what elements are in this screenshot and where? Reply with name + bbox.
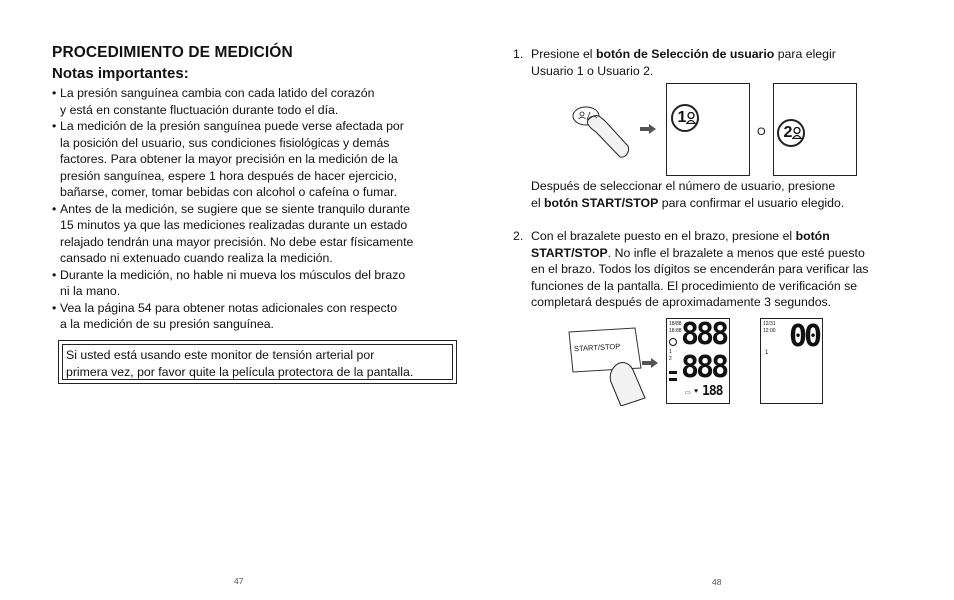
start-stop-label: START/STOP <box>573 341 621 354</box>
list-item <box>52 267 452 300</box>
user1-readout: 1 <box>669 349 672 355</box>
step-number: 1. <box>513 47 524 61</box>
finger-icon <box>610 363 645 406</box>
indicator-bar <box>669 371 677 374</box>
bullet-line: la posición del usuario, sus condiciones fisiológicas y demás <box>60 135 390 150</box>
step-line: en el brazo. Todos los dígitos se encenderán para verificar las <box>531 262 869 276</box>
section-subtitle: Notas importantes: <box>52 65 189 82</box>
bullet-line: factores. Para obtener la mayor precisión en la medición de la <box>60 152 398 166</box>
heart-icon: ♥ <box>694 388 699 395</box>
user-readout: 1 <box>765 350 769 356</box>
person-icon <box>792 127 802 139</box>
section-title: PROCEDIMIENTO DE MEDICIÓN <box>52 44 293 61</box>
date-readout: 18/88 <box>669 321 682 327</box>
step-line: completará después de aproximadamente 3 segundos. <box>531 295 832 309</box>
notice-inner-box <box>62 344 453 380</box>
systolic-digits: 888 <box>681 317 727 352</box>
list-item <box>52 201 452 267</box>
bold-term: botón de Selección de usuario <box>595 47 775 61</box>
step-line: Después de seleccionar el número de usuario, presione <box>531 179 836 193</box>
page-number-left: 47 <box>234 576 244 586</box>
start-stop-illustration <box>565 326 647 406</box>
pulse-digits: 188 <box>702 384 723 399</box>
indicator-bar <box>669 378 677 381</box>
list-item <box>52 118 452 201</box>
date-readout: 12/31 <box>763 321 776 327</box>
irregular-heartbeat-icon <box>669 338 677 346</box>
list-item <box>52 300 452 333</box>
lcd-user2-display <box>773 83 857 176</box>
arrow-right-icon <box>642 358 658 368</box>
bullet-line: • Antes de la medición, se sugiere que se siente tranquilo durante <box>60 201 410 216</box>
finger-icon <box>587 116 628 158</box>
bullet-line: bañarse, comer, tomar bebidas con alcohol o cafeína o fumar. <box>60 185 397 199</box>
notice-line: primera vez, por favor quite la película protectora de la pantalla. <box>66 364 414 379</box>
step-line: el botón START/STOP para confirmar el usuario elegido. <box>531 195 845 210</box>
bold-term: START/STOP <box>531 245 608 260</box>
bullet-line: • La presión sanguínea cambia con cada latido del corazón <box>60 86 375 100</box>
step-1 <box>513 46 913 79</box>
bullet-line: 15 minutos ya que las mediciones realizadas durante un estado <box>60 218 408 232</box>
bold-term: botón START/STOP <box>544 195 659 210</box>
bullet-line: relajado tendrán una mayor precisión. No debe estar físicamente <box>60 234 414 249</box>
user2-indicator <box>777 119 805 147</box>
bullet-line: • La medición de la presión sanguínea puede verse afectada por <box>60 119 404 133</box>
bullet-line: • Vea la página 54 para obtener notas adicionales con respecto <box>60 300 398 315</box>
arrow-right-icon <box>640 124 656 134</box>
notice-line: Si usted está usando este monitor de tensión arterial por <box>66 348 375 362</box>
lcd-full-display <box>666 318 730 404</box>
time-readout: 18:88 <box>669 328 682 334</box>
person-icon <box>686 112 696 124</box>
lcd-user1-display <box>666 83 750 176</box>
bullet-line: presión sanguínea, espere 1 hora después de hacer ejercicio, <box>60 168 398 183</box>
step-line: Usuario 1 o Usuario 2. <box>531 63 654 78</box>
step-line: funciones de la pantalla. El procedimiento de verificación se <box>531 278 858 293</box>
bullet-line: cansado ni extenuado cuando realiza la medición. <box>60 251 333 265</box>
user1-indicator <box>671 104 699 132</box>
user2-readout: 2 <box>669 356 672 362</box>
lcd-check-display <box>760 318 823 404</box>
step-number: 2. <box>513 229 524 243</box>
time-readout: 12:00 <box>763 328 776 334</box>
step-line: Presione el botón de Selección de usuario para elegir <box>531 47 836 61</box>
list-item <box>52 85 452 118</box>
page-number-right: 48 <box>712 577 722 587</box>
user-number: 2 <box>783 124 793 141</box>
step-2 <box>513 228 913 311</box>
user-number: 1 <box>677 109 687 126</box>
notice-box <box>58 340 457 384</box>
bullet-line: a la medición de su presión sanguínea. <box>60 317 274 331</box>
battery-icon: ▭ <box>685 390 691 396</box>
check-digits: 00 <box>789 319 820 354</box>
bullet-line: ni la mano. <box>60 284 121 298</box>
diastolic-digits: 888 <box>681 350 727 385</box>
bullet-line: • Durante la medición, no hable ni mueva los músculos del brazo <box>60 267 406 282</box>
step-line: START/STOP. No infle el brazalete a menos que esté puesto <box>531 245 865 260</box>
notes-list <box>52 85 452 333</box>
step-line: Con el brazalete puesto en el brazo, presione el botón <box>531 229 830 243</box>
step-1-confirm <box>531 178 921 211</box>
bullet-line: y está en constante fluctuación durante todo el día. <box>60 102 339 117</box>
or-label: O <box>757 126 766 138</box>
bold-term: botón <box>795 229 830 243</box>
